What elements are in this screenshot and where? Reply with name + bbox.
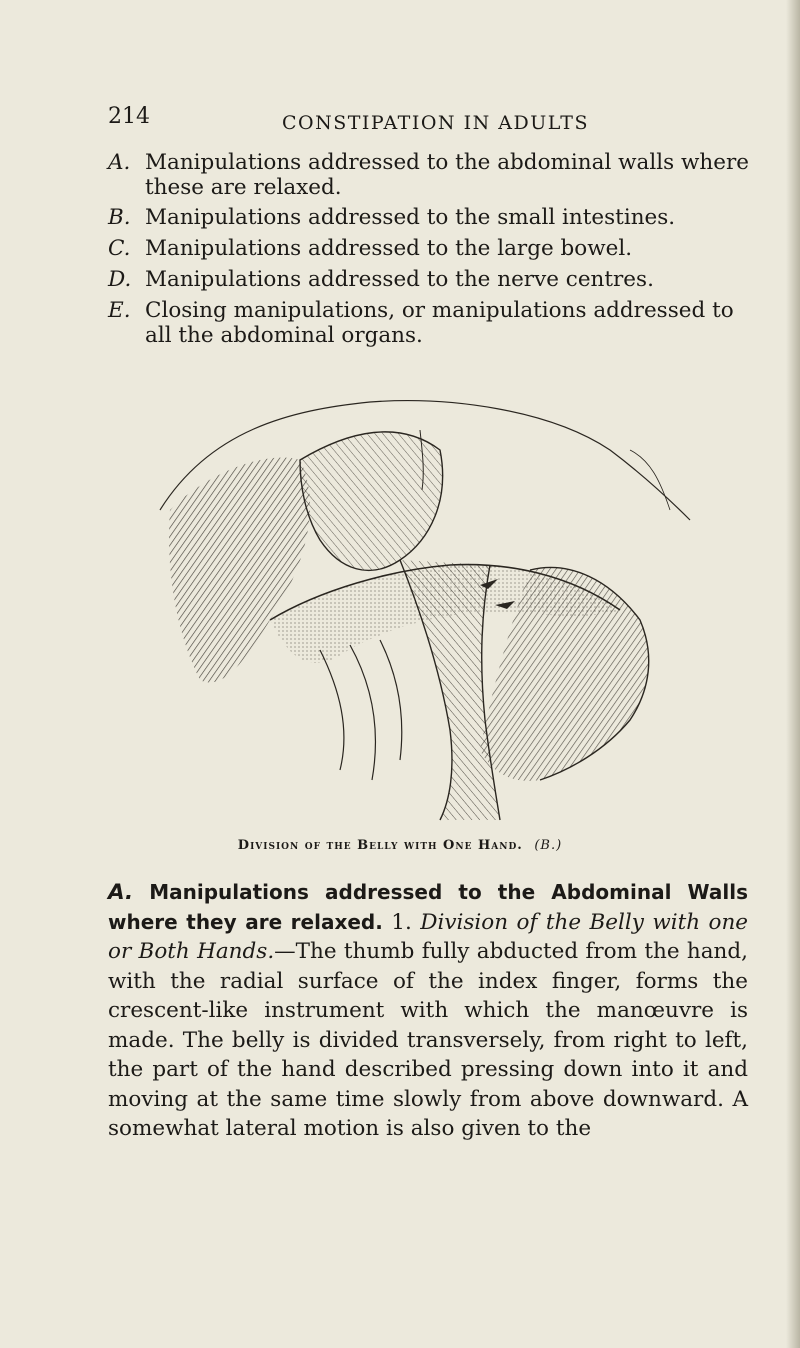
outline-text: Closing manipulations, or manipulations addressed to all the abdominal organs. — [145, 298, 734, 348]
section-letter: A. — [108, 880, 134, 905]
outline-letter: E. — [108, 298, 131, 323]
figure-caption-ref: (B.) — [534, 838, 563, 853]
item-number: 1. — [391, 909, 412, 935]
em-dash: — — [274, 939, 296, 964]
running-head: CONSTIPATION IN ADULTS — [282, 112, 589, 134]
page-edge-shadow — [786, 0, 800, 1348]
sub-heading: Division of the Belly with one or Both Hands. — [108, 909, 749, 964]
outline-item-d — [108, 267, 768, 298]
outline-item-b — [108, 205, 768, 236]
outline-letter: A. — [108, 150, 131, 175]
figure-caption-text: Division of the Belly with One Hand. — [237, 838, 523, 853]
outline-item-c — [108, 236, 768, 267]
outline-letter: C. — [108, 236, 131, 261]
outline-letter: B. — [108, 205, 131, 230]
outline-item-a — [108, 150, 768, 205]
outline-text: Manipulations addressed to the nerve centres. — [145, 267, 654, 292]
page-number: 214 — [108, 104, 150, 129]
engraving-illustration — [150, 390, 695, 830]
figure-caption — [0, 838, 800, 853]
engraving-hand-on-abdomen — [150, 390, 695, 830]
outline-text: Manipulations addressed to the large bowel. — [145, 236, 633, 261]
outline-text: Manipulations addressed to the small intestines. — [145, 205, 676, 230]
section-heading: Manipulations addressed to the Abdominal Walls where they are relaxed. — [108, 880, 748, 934]
outline-letter: D. — [108, 267, 132, 292]
page-header — [0, 104, 800, 144]
paragraph-text: The thumb fully abducted from the hand, with the radial surface of the index finger, forms the crescent-like instrument with which the manœuvre is made. The belly is divided transversely, from right to left, the part of the hand described pressing down into it and moving at the same time slowly from above downward. A somewhat lateral motion is also given to the — [108, 939, 748, 1141]
outline-text: Manipulations addressed to the abdominal walls where these are relaxed. — [145, 150, 749, 200]
outline-item-e — [108, 298, 768, 353]
body-text — [108, 878, 748, 1144]
manipulations-outline — [108, 150, 768, 353]
body-paragraph — [108, 878, 748, 1144]
